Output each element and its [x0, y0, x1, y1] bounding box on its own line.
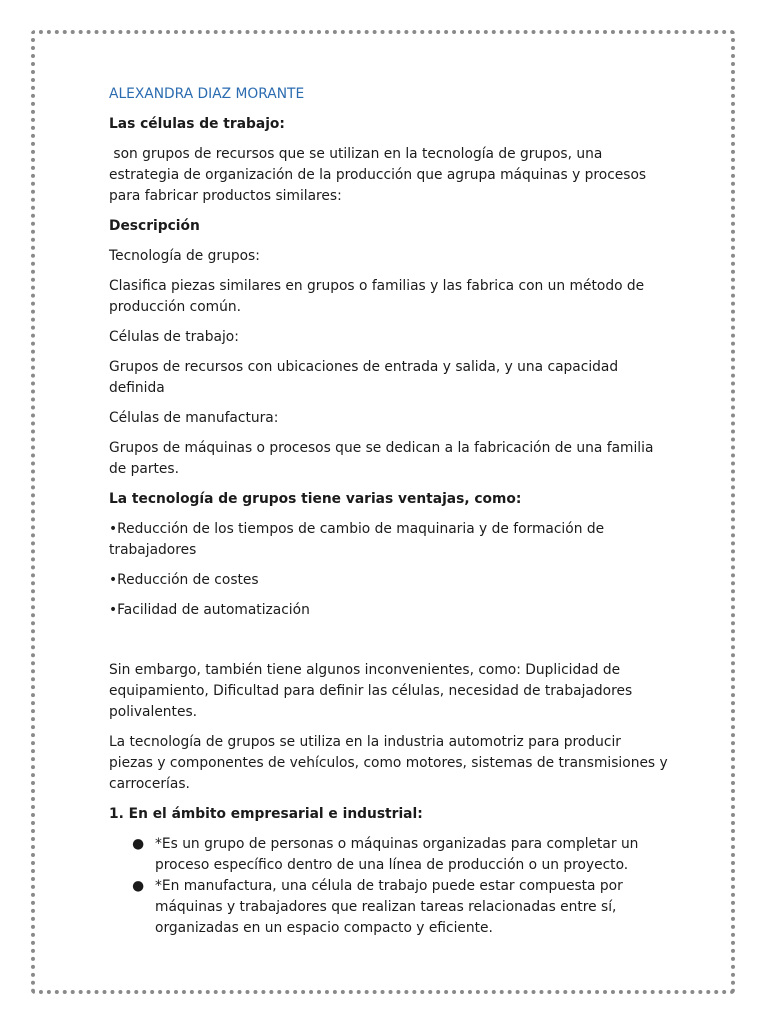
- heading-business-industrial: 1. En el ámbito empresarial e industrial:: [109, 806, 423, 822]
- automotive-paragraph: La tecnología de grupos se utiliza en la industria automotriz para producir piezas y componentes de vehículos, como motores, sistemas de transmisiones y carrocerías.: [109, 734, 668, 792]
- heading-work-cells: Las células de trabajo:: [109, 116, 285, 132]
- bullet-icon: ●: [132, 836, 145, 852]
- list-item: [132, 834, 669, 876]
- blank-line: [109, 630, 669, 660]
- heading-advantages: La tecnología de grupos tiene varias ventajas, como:: [109, 491, 522, 507]
- definition-work-cells: Grupos de recursos con ubicaciones de entrada y salida, y una capacidad definida: [109, 359, 619, 396]
- advantage-item: •Reducción de costes: [109, 572, 259, 588]
- intro-paragraph: son grupos de recursos que se utilizan en la tecnología de grupos, una estrategia de organización de la producción que agrupa máquinas y procesos para fabricar productos similares:: [109, 146, 651, 204]
- definition-group-technology: Clasifica piezas similares en grupos o familias y las fabrica con un método de producción común.: [109, 278, 645, 315]
- disadvantages-paragraph: Sin embargo, también tiene algunos inconvenientes, como: Duplicidad de equipamiento, Dificultad para definir las células, necesidad de trabajadores polivalentes.: [109, 662, 633, 720]
- term-work-cells: Células de trabajo:: [109, 329, 239, 345]
- advantage-item: •Reducción de los tiempos de cambio de maquinaria y de formación de trabajadores: [109, 521, 605, 558]
- document-body: [109, 84, 669, 939]
- term-manufacturing-cells: Células de manufactura:: [109, 410, 279, 426]
- bullet-icon: ●: [132, 878, 145, 894]
- list-item-text: *En manufactura, una célula de trabajo puede estar compuesta por máquinas y trabajadores que realizan tareas relacionadas entre sí, organizadas en un espacio compacto y eficiente.: [155, 878, 623, 936]
- definition-manufacturing-cells: Grupos de máquinas o procesos que se dedican a la fabricación de una familia de partes.: [109, 440, 654, 477]
- heading-description: Descripción: [109, 218, 200, 234]
- list-item: [132, 876, 669, 939]
- term-group-technology: Tecnología de grupos:: [109, 248, 260, 264]
- business-points-list: [109, 834, 669, 939]
- author-name: ALEXANDRA DIAZ MORANTE: [109, 86, 305, 102]
- list-item-text: *Es un grupo de personas o máquinas organizadas para completar un proceso específico dentro de una línea de producción o un proyecto.: [155, 836, 639, 873]
- advantage-item: •Facilidad de automatización: [109, 602, 310, 618]
